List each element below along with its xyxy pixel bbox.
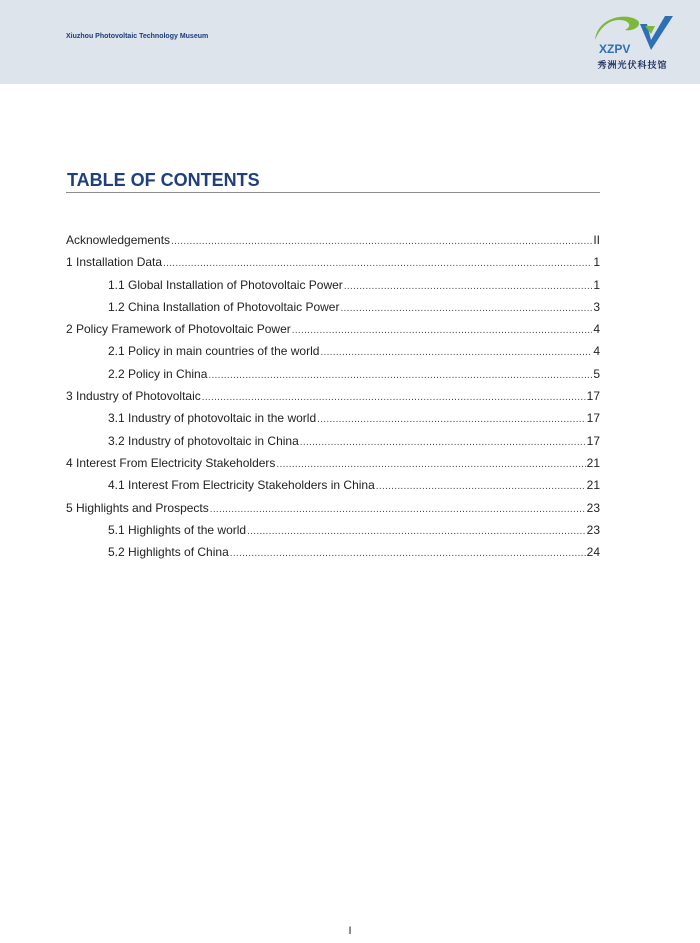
toc-entry[interactable] — [66, 252, 600, 274]
logo-mark-icon — [585, 10, 680, 60]
logo-text: XZPV — [599, 42, 631, 56]
toc-entry-label: 2 Policy Framework of Photovoltaic Power — [66, 322, 291, 337]
toc-dot-leader — [376, 477, 586, 497]
toc-entry[interactable] — [66, 319, 600, 341]
toc-dot-leader — [210, 500, 586, 520]
toc-entry[interactable] — [66, 431, 600, 453]
header-title: Xiuzhou Photovoltaic Technology Museum — [66, 33, 209, 40]
toc-list — [66, 230, 600, 564]
toc-dot-leader — [276, 455, 585, 475]
toc-dot-leader — [247, 522, 586, 542]
toc-entry-label: 3.2 Industry of photovoltaic in China — [108, 433, 299, 448]
toc-entry-page: 23 — [586, 500, 600, 515]
toc-entry-label: 5 Highlights and Prospects — [66, 500, 209, 515]
toc-entry-page: 24 — [586, 545, 600, 560]
toc-entry-page: 1 — [593, 255, 600, 270]
toc-entry[interactable] — [66, 364, 600, 386]
toc-entry-label: 1.2 China Installation of Photovoltaic Power — [108, 299, 340, 314]
toc-entry[interactable] — [66, 498, 600, 520]
toc-entry-label: 4 Interest From Electricity Stakeholders — [66, 455, 276, 470]
toc-dot-leader — [208, 366, 592, 386]
toc-entry-label: 3 Industry of Photovoltaic — [66, 389, 201, 404]
toc-entry[interactable] — [66, 275, 600, 297]
museum-logo — [585, 10, 680, 76]
toc-dot-leader — [320, 343, 592, 363]
toc-entry-label: 1 Installation Data — [66, 255, 163, 270]
toc-entry[interactable] — [66, 230, 600, 252]
toc-divider — [66, 192, 600, 193]
toc-entry-page: 5 — [593, 366, 600, 381]
toc-entry-page: 21 — [586, 478, 600, 493]
toc-title: TABLE OF CONTENTS — [67, 170, 260, 190]
toc-dot-leader — [317, 410, 586, 430]
toc-entry[interactable] — [66, 542, 600, 564]
toc-entry[interactable] — [66, 341, 600, 363]
toc-dot-leader — [340, 299, 592, 319]
toc-dot-leader — [171, 232, 592, 252]
toc-dot-leader — [163, 254, 592, 274]
toc-entry-page: 17 — [586, 433, 600, 448]
toc-entry-page: 4 — [593, 322, 600, 337]
page-number: I — [348, 925, 352, 937]
toc-entry-label: 5.2 Highlights of China — [108, 545, 229, 560]
toc-dot-leader — [300, 433, 586, 453]
toc-entry-page: 1 — [593, 277, 600, 292]
toc-entry-label: Acknowledgements — [66, 233, 171, 247]
page-header — [0, 0, 700, 84]
logo-chinese-name: 秀洲光伏科技馆 — [597, 61, 668, 71]
toc-entry[interactable] — [66, 453, 600, 475]
toc-entry-page: 17 — [586, 411, 600, 426]
toc-entry-label: 1.1 Global Installation of Photovoltaic Power — [108, 277, 343, 292]
toc-entry-page: 17 — [586, 389, 600, 404]
toc-entry[interactable] — [66, 386, 600, 408]
toc-dot-leader — [202, 388, 586, 408]
toc-dot-leader — [292, 321, 593, 341]
toc-dot-leader — [344, 277, 593, 297]
toc-entry-page: 3 — [593, 299, 600, 314]
toc-entry[interactable] — [66, 520, 600, 542]
toc-entry-label: 5.1 Highlights of the world — [108, 522, 247, 537]
toc-entry[interactable] — [66, 408, 600, 430]
toc-entry-label: 4.1 Interest From Electricity Stakeholders in China — [108, 478, 375, 493]
toc-entry-label: 3.1 Industry of photovoltaic in the world — [108, 411, 317, 426]
toc-dot-leader — [230, 544, 586, 564]
toc-entry-label: 2.2 Policy in China — [108, 366, 208, 381]
toc-entry-page: II — [593, 233, 600, 247]
toc-entry-page: 21 — [586, 455, 600, 470]
toc-entry-page: 23 — [586, 522, 600, 537]
toc-entry[interactable] — [66, 297, 600, 319]
toc-entry-page: 4 — [593, 344, 600, 359]
toc-entry[interactable] — [66, 475, 600, 497]
toc-entry-label: 2.1 Policy in main countries of the world — [108, 344, 320, 359]
